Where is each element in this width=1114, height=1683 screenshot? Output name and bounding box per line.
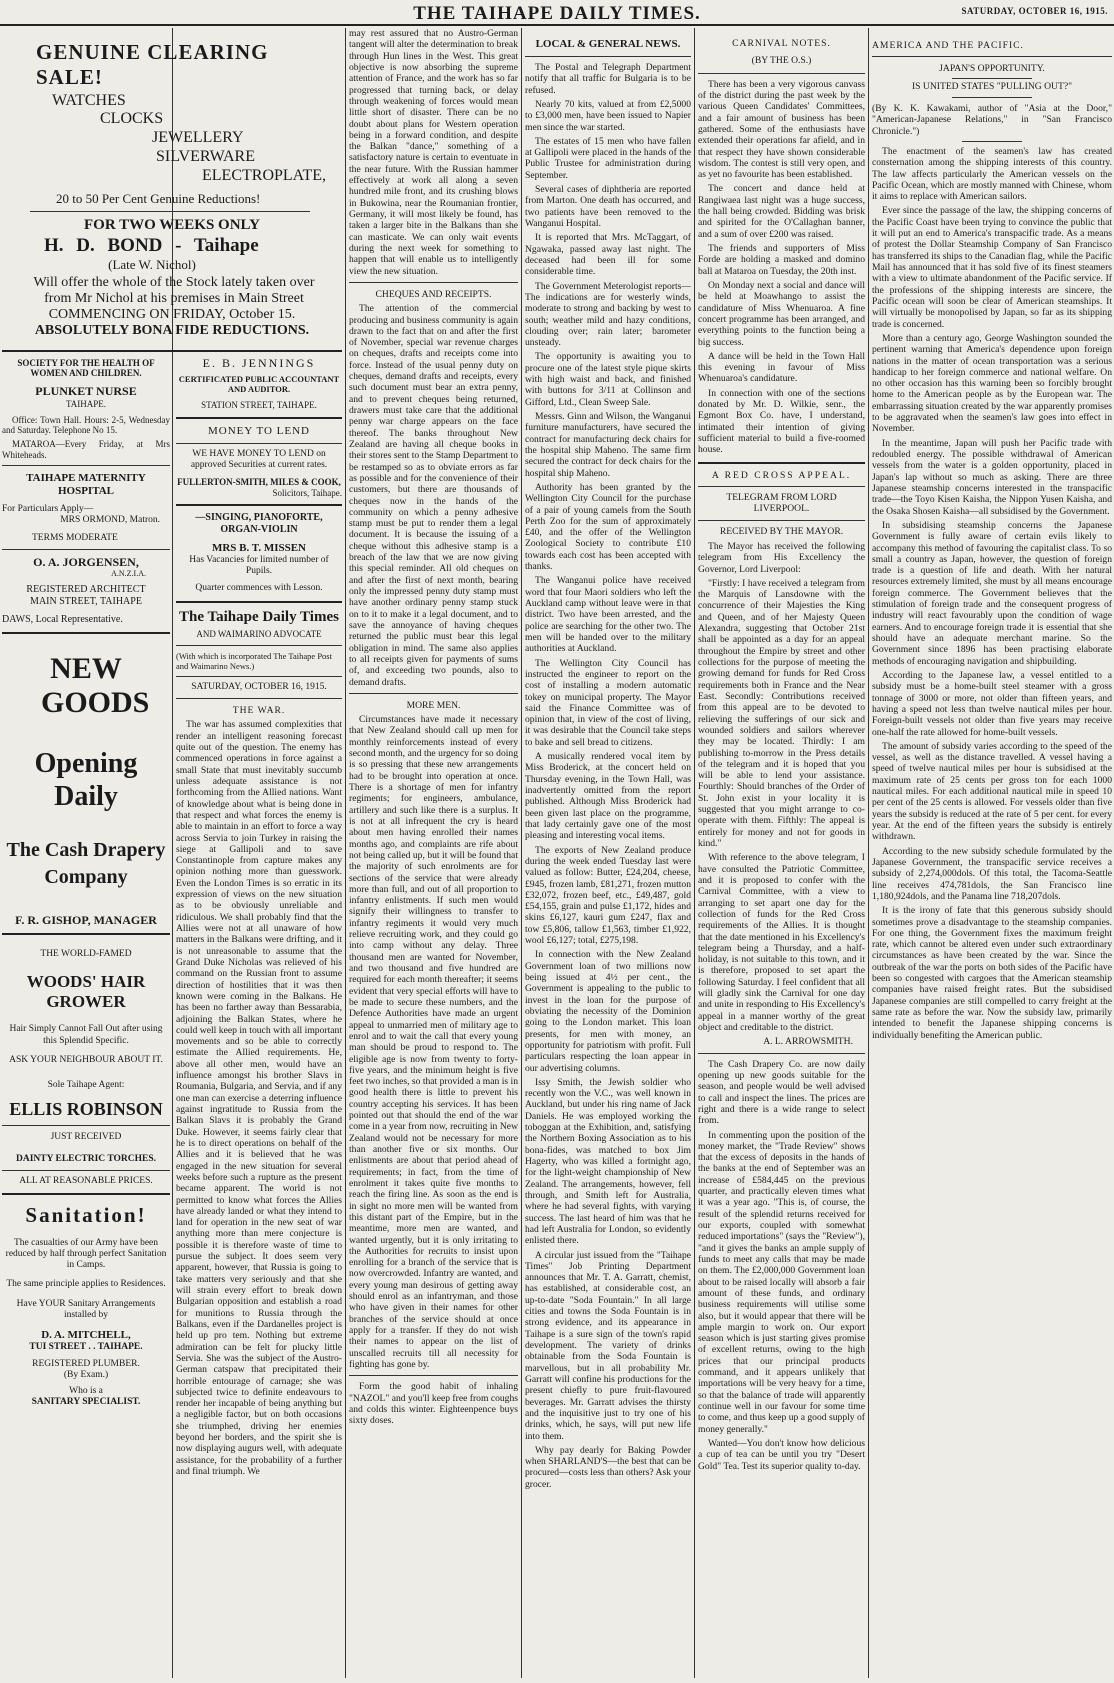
- bond-tag: ABSOLUTELY BONA FIDE REDUCTIONS.: [34, 323, 310, 339]
- new-goods-heading: NEW GOODS: [41, 651, 150, 720]
- woods-title: WOODS' HAIR GROWER: [26, 972, 146, 1012]
- woods-line1: Hair Simply Cannot Fall Out after using this Splendid Specific.: [9, 1024, 163, 1046]
- sanitation-line3: Have YOUR Sanitary Arrangements installed by: [16, 1298, 156, 1320]
- maternity-apply: For Particulars Apply—: [2, 504, 94, 515]
- divider: [525, 56, 691, 57]
- plunket-advertisement: [2, 358, 170, 460]
- sanitation-advertisement: [2, 1203, 170, 1408]
- news-paragraph: Wanted—You don't know how delicious a cup of tea can be until you try "Desert Gold" Tea. Test its superior quality to-day.: [698, 1437, 865, 1472]
- missen-quarter: Quarter commences with Lesson.: [195, 583, 323, 594]
- news-paragraph: In connection with the New Zealand Government loan of two millions now being issued at 4½ per cent., the Government is appealing to the public to invest in the loan for the purpose of obviating the necessity of the Dominion going to the London market. This loan presents, for men with money, an opportunity for patriotism with profit. Full particulars respecting the loan appear in our advertising columns.: [525, 949, 691, 1074]
- more-men-heading: MORE MEN.: [406, 699, 461, 711]
- sanitation-title: Sanitation!: [25, 1203, 147, 1227]
- woods-received: JUST RECEIVED: [50, 1132, 122, 1143]
- bond-item: SILVERWARE: [156, 148, 255, 166]
- jorgensen-role: REGISTERED ARCHITECT: [26, 584, 146, 596]
- red-cross-subheading: TELEGRAM FROM LORD LIVERPOOL.: [726, 491, 837, 515]
- maternity-terms: TERMS MODERATE: [32, 532, 118, 543]
- column-5: [698, 28, 865, 1678]
- missen-name: MRS B. T. MISSEN: [211, 541, 307, 554]
- plunket-place: TAIHAPE.: [65, 399, 107, 410]
- bond-item: CLOCKS: [100, 110, 164, 128]
- maternity-matron: MRS ORMOND, Matron.: [60, 515, 160, 526]
- red-cross-signature: A. L. ARROWSMITH.: [763, 1036, 853, 1048]
- opening-daily-heading: Opening Daily: [34, 747, 138, 812]
- nazol-notice: Form the good habit of inhaling "NAZOL" and you'll keep free from coughs and colds this winter. Eighteenpence buys sixty doses.: [349, 1381, 518, 1427]
- japan-paragraph: In the meantime, Japan will push her Pacific trade with redoubled energy. The possible withdrawal of American vessels from the water is a golden opportunity, placed in Japan's lap without so much as asking. There are three Japanese steamship concerns interested in the transpacific trade—the Toyo Kisen Kaisha, the Nippon Yusen Kaisha, and the Osaka Shosen Kaisha—all subsidised by the Government.: [872, 437, 1112, 517]
- missen-title: —SINGING, PIANOFORTE, ORGAN-VIOLIN: [195, 512, 323, 536]
- carnival-paragraph: There has been a very vigorous canvass of the district during the past week by the various Queen Candidates' Committees, and a fair amount of business has been gathered. Some of the enthusiasts have extended their operations far afield, and in that respect they have shown considerable wisdom. The contest is still very open, and as yet no favourite has been established.: [698, 78, 865, 181]
- woods-prices: ALL AT REASONABLE PRICES.: [19, 1175, 153, 1186]
- cheques-paragraph: The attention of the commercial producing and business community is again drawn to the fact that on and after the first of November, special war revenue charges on cheques, drafts and receipts come into force. Instead of the usual penny duty on cheques, demand drafts and receipts, every such document must bear an extra penny, and to prevent cheques being returned, drawers must take care that the additional penny war charge appears on the face thereof. The banks throughout New Zealand are having all cheque books in their stores sent to the Stamp Department to be restamped so as to obviate errors as far as possible and for the convenience of their customers, but there are thousands of cheques now in the hands of the community on which a penny adhesive stamp must be put to render them a legal document. It is because the issuing of a cheque without this adhesive stamp is a breach of the law that we are now giving this special reminder. All old cheques on and after the first of next month, bearing only the impressed penny duty stamp must have another ordinary penny stamp stuck on to it to make it a legal document, and to save the annoyance of having cheques returned the public must bear this legal obligation in mind. The same also applies to all receipts given for payments of sums of, and exceeding two pounds, also to demand drafts.: [349, 303, 518, 688]
- column-rule: [521, 28, 522, 1678]
- japan-paragraph: The enactment of the seamen's law has created consternation among the shipping interests of this country. The law affects particularly the American vessels on the Pacific Ocean, which are mostly manned with Chinese, whom it aims to replace with American sailors.: [872, 145, 1112, 203]
- divider: [176, 443, 342, 444]
- plunket-hours: Office: Town Hall. Hours: 2-5, Wednesday and Saturday. Telephone No 15.: [2, 414, 170, 436]
- jorgensen-rep: DAWS, Local Representative.: [2, 614, 123, 626]
- bond-duration: FOR TWO WEEKS ONLY: [83, 217, 261, 234]
- war-paragraph: The war has assumed complexities that render an intelligent reasoning forecast quite out of the question. The enemy has commenced operations in force against a small State that must inevitably succumb unless adequate assistance is not forthcoming from the Allied nations. Want of knowledge about what is being done in that respect and what forces the enemy is able to maintain in an effort to force a way across Servia to join Turkey in raising the siege at Gallipoli and to save Constantinople from capture makes any opinion nothing more than guesswork. Even the London Times is so erratic in its expression of views on the new situation as to be obviously unreliable and ridiculous. We shall probably find that the Allies were not at all unaware of how matters in the Balkans were drifting, and it is not unreasonable to assume that the Grand Duke Nicholas was relieved of his command on the Russian front to assume direction of hostilities that it was then known were coming in the Balkans. He has been no farther away than Bessarabia, adjoining the Balkan States, where he could well keep in touch with all important movements and so be able to correctly estimate the Allied requirements. He, above all other men, would have an influence amongst his brother Slavs in Roumania, Bulgaria, and Servia, and if any one man can exercise a deterring influence against ingratitude to Russia from the Balkan Slavs it is probably the Grand Duke. However, it seems fairly clear that he is to direct operations on behalf of the Allies and it is believed that he was engaged in the new situation for several weeks before such a rupture as the present became apparent. The world is not permitted to know what forces the Allies have already landed or what they intend to land for operation in the new seat of war anything more than mere conjecture is possible it is therefore waste of time to pursue the subject. It does seem very apparent, however, that Russia is going to take matters very seriously and that she will strain every effort to break down Bulgarian opposition and establish a road for munitions to Russia through the Balkans, even if the Dardanelles project is held up pro tem. Nothing but extreme admiration can be felt for plucky little Servia. She was the subject of the Austro-German catspaw that precipitated their horrible entourage of carnage; she was subjected twice to definite endeavours to render her incapable of being anything but a negligible factor, but on both occasions she triumphed, driving her enemies beyond her borders, and the spirit she is now displaying augurs well, with adequate assistance, for the probability of a further and final triumph. We: [176, 719, 342, 1478]
- woods-torches: DAINTY ELECTRIC TORCHES.: [16, 1153, 156, 1164]
- missen-advertisement: [176, 512, 342, 594]
- plunket-society: SOCIETY FOR THE HEALTH OF WOMEN AND CHILDREN.: [17, 357, 155, 379]
- paper-sub: AND WAIMARINO ADVOCATE: [196, 629, 322, 640]
- japan-paragraph: According to the new subsidy schedule formulated by the Japanese Government, the transpacific service receives a subsidy of 2,274,000dols. Of this total, the Tacoma-Seattle line receives 474,781dols, the San Francisco line 1,180,924dols, and the Panama line 718,207dols.: [872, 845, 1112, 902]
- bond-advertisement: [2, 28, 342, 344]
- divider: [872, 56, 1112, 57]
- japan-opportunity-heading: JAPAN'S OPPORTUNITY.: [939, 63, 1045, 75]
- news-paragraph: The Wellington City Council has instructed the engineer to report on the cost of installing a modern automatic tokey on municipal property. The Mayor said the Finance Committee was of opinion that, in view of the cost of living, it was desirable that the Council take steps to bake and sell bread to citizens.: [525, 657, 691, 748]
- jorgensen-name: O. A. JORGENSEN,: [33, 554, 139, 569]
- divider: [176, 417, 342, 419]
- more-men-paragraph: Circumstances have made it necessary that New Zealand should call up men for monthly reinforcements instead of every second month, and the urgency for so doing is so pressing that these new arrangements had to be brought into operation at once. There is a shortage of men for infantry regiments; for engineers, ambulance, artillery and such like there is a surplus. It is not at all infrequent the cry is heard about men having enrolled their names months ago, and complaints are rife about not being called up, but it will be found that the majority of such enrolments are for sections of the service that were already more than full, and out of all proportion to infantry enlistments. If such men would signify their willingness to transfer to infantry regiments it would very much relieve recruiting work, and they could go into camp without any delay. Three thousand men are wanted for November, and two thousand and five hundred are required for each month thereafter; it seems evident that very special efforts will have to be made to secure these numbers, and the Defence Authorities have made an urgent appeal to unmarried men of military age to enrol and to wait the call that every young man should be proud to respond to. The eligible age is now from twenty to forty-five years, and the minimum height is five feet two inches, so that provided a man is in good health there is little to prevent his country accepting his services. It has been pointed out that should the end of the war come in a year from now, recruiting in New Zealand would not be necessary for more than another five or six months. Our enlistments are about that period ahead of requirements; in fact, from the time of enrolment it takes quite five months to reach the firing line. As soon as the end is in sight no more men will be wanted from this distant part of the Empire, but in the meantime, more men are wanted, and wanted urgently, but it is only irritating to the Authorities for recruits to insist upon enrolling for a branch of the service that is now overcrowded. Infantry are wanted, and every young man desirous of getting away should enrol as an infantryman, and those who have given in their names for other branches of the service should at once apply for a transfer. If they do not wish their names to appear on the list of unscalled recruits till all necessity for fighting has gone by.: [349, 714, 518, 1370]
- column-rule: [345, 28, 346, 1678]
- divider: [2, 1170, 170, 1171]
- bond-headline: GENUINE CLEARING SALE!: [36, 40, 269, 89]
- bond-start: COMMENCING ON FRIDAY, October 15.: [48, 306, 296, 322]
- divider: [349, 1375, 518, 1376]
- article-byline: (By K. K. Kawakami, author of "Asia at the Door," "American-Japanese Relations," in "San Francisco Chronicle."): [872, 102, 1112, 137]
- sanitation-who: Who is a: [69, 1385, 103, 1396]
- america-pacific-heading: AMERICA AND THE PACIFIC.: [872, 40, 1024, 51]
- divider: [962, 141, 1022, 142]
- money-firm: FULLERTON-SMITH, MILES & COOK,: [177, 477, 341, 488]
- jennings-role: CERTIFICATED PUBLIC ACCOUNTANT AND AUDITOR.: [178, 374, 340, 395]
- carnival-byline: (BY THE O.S.): [751, 55, 812, 67]
- bond-item: JEWELLERY: [152, 129, 244, 147]
- money-advertisement: [176, 425, 342, 499]
- money-solicitors: Solicitors, Taihape.: [272, 487, 342, 498]
- column-4: [525, 28, 691, 1678]
- woods-agent: Sole Taihape Agent:: [47, 1079, 125, 1090]
- missen-body: Has Vacancies for limited number of Pupils.: [189, 554, 329, 577]
- war-heading: THE WAR.: [232, 705, 286, 717]
- news-paragraph: The opportunity is awaiting you to procure one of the latest style pique skirts with high waist and back, and finished with buttons for 3/11 at Collinson and Gifford, Ltd., Clean Sweep Sale.: [525, 351, 691, 408]
- news-paragraph: A circular just issued from the "Taihape Times" Job Printing Department announces that Mr. T. A. Garratt, chemist, has established, at considerable cost, an up-to-date "Soda Fountain." In all large cities and towns the Soda Fountain is in strong evidence, and its appearance in Taihape is a sure sign of the town's rapid development. The variety of drinks obtainable from the Soda Fountain is marvellous, but in all probability Mr. Garratt will confine his productions for the present chiefly to pure fruit-flavoured beverages. Mr. Garratt advises the thirsty and the inquisitive just to try one of his drinks, which, he says, will put new life into them.: [525, 1249, 691, 1442]
- divider: [30, 211, 310, 212]
- money-body: WE HAVE MONEY TO LEND on approved Securities at current rates.: [190, 448, 328, 470]
- news-paragraph: It is reported that Mrs. McTaggart, of Ngawaka, passed away last night. The deceased had been ill for some considerable time.: [525, 232, 691, 278]
- divider: [2, 632, 170, 634]
- divider: [2, 350, 342, 352]
- divider: [2, 549, 170, 550]
- jennings-advertisement: [176, 356, 342, 411]
- divider: [349, 282, 518, 283]
- divider: [176, 676, 342, 677]
- bond-name: H. D. BOND - Taihape: [44, 234, 259, 256]
- divider: [952, 97, 1032, 98]
- carnival-paragraph: The concert and dance held at Rangiwaea last night was a huge success, the hall being crowded. Bidding was brisk and spirited for the O'Callaghan banner, and a sum of over £200 was raised.: [698, 183, 865, 240]
- japan-paragraph: According to the Japanese law, a vessel entitled to a subsidy must be a home-built steel steamer with a gross tonnage of 3000 or more, not older than fifteen years, and having a speed not less than twelve nautical miles per hour. Foreign-built vessels not older than five years may receive one-half the rate allowed for home-built vessels.: [872, 669, 1112, 738]
- japan-paragraph: The amount of subsidy varies according to the speed of the vessel, as well as the distance travelled. A vessel having a speed of twelve nautical miles per hour is subsidised at the maximum rate of 25 cents per gross ton for each 1000 nautical miles. For each additional nautical mile in speed 10 per cent of the 25 cents is allowed. For vessels older than five years the subsidy is reduced at the rate of 5 per cent. for every year. At the end of the fifteen years the subsidy is entirely withdrawn.: [872, 740, 1112, 843]
- divider: [349, 693, 518, 694]
- carnival-paragraph: On Monday next a social and dance will be held at Moawhango to assist the candidature of Miss Whenuaroa. A fine concert programme has been arranged, and everything points to the function being a big success.: [698, 279, 865, 348]
- news-paragraph: The Wanganui police have received word that four Maori soldiers who left the Auckland camp without leave were in that district. Two have been arrested, and the police are searching for the other two. The men will be handed over to the military authorities at Auckland.: [525, 575, 691, 655]
- masthead: [0, 0, 1114, 26]
- news-paragraph: The Government Meterologist reports—The indications are for westerly winds, moderate to strong and backing by west to south; weather mild and hazy conditions, clouding over; rain later; barometer unsteady.: [525, 280, 691, 349]
- carnival-paragraph: In connection with one of the sections donated by Mr. D. Wilkie, senr., the Egmont Box Co. have, I understand, intimated their intention of giving sufficient material to build a five-roomed house.: [698, 387, 865, 456]
- plunket-title: PLUNKET NURSE: [35, 384, 137, 399]
- divider: [2, 465, 170, 466]
- divider: [176, 601, 342, 603]
- plunket-mataroa: MATAROA—Every Friday, at Mrs Whiteheads.: [2, 439, 170, 460]
- woods-advertisement: [2, 949, 170, 1187]
- maternity-title: TAIHAPE MATERNITY HOSPITAL: [26, 472, 146, 498]
- news-paragraph: Several cases of diphtheria are reported from Marton. One death has occurred, and two patients have been removed to the Wanganui Hospital.: [525, 184, 691, 230]
- red-cross-paragraph: The Mayor has received the following telegram from His Excellency the Governor, Lord Liverpool:: [698, 540, 865, 575]
- column-rule: [868, 28, 869, 1678]
- money-title: MONEY TO LEND: [207, 424, 310, 437]
- jennings-address: STATION STREET, TAIHAPE.: [201, 400, 317, 411]
- divider: [698, 486, 865, 487]
- cash-drapery-manager: F. R. GISHOP, MANAGER: [15, 912, 157, 927]
- bond-discount: 20 to 50 Per Cent Genuine Reductions!: [56, 190, 261, 206]
- paper-name: The Taihape Daily Times: [179, 608, 339, 625]
- carnival-heading: CARNIVAL NOTES.: [732, 38, 831, 49]
- maternity-advertisement: [2, 472, 170, 544]
- news-paragraph: The exports of New Zealand produce during the week ended Tuesday last were valued as follow: Butter, £24,204, cheese, £945, frozen lamb, £81,271, frozen mutton £32,072, frozen beef, etc., £49,487, gold £54,155, grain and pulse £1,172, hides and skins £6,127, kauri gum £247, flax and tow £5,806, tallow £1,563, timber £1,922, wool £6,127; total, £275,198.: [525, 844, 691, 947]
- newspaper-title: THE TAIHAPE DAILY TIMES.: [413, 3, 701, 24]
- news-paragraph: The estates of 15 men who have fallen at Gallipoli were placed in the hands of the Public Trustee for administration during September.: [525, 135, 691, 181]
- jennings-name: E. B. JENNINGS: [202, 356, 316, 370]
- bond-offer: Will offer the whole of the Stock lately taken over from Mr Nichol at his premises in Main Street: [33, 274, 315, 306]
- divider: [952, 78, 1032, 79]
- sanitation-specialist: SANITARY SPECIALIST.: [31, 1396, 141, 1407]
- divider: [2, 1125, 170, 1126]
- jorgensen-address: MAIN STREET, TAIHAPE: [30, 596, 142, 608]
- local-news-heading: LOCAL & GENERAL NEWS.: [535, 38, 681, 50]
- column-6: [872, 40, 1112, 1678]
- war-continued-paragraph: may rest assured that no Austro-German tangent will alter the determination to break through Hun lines in the West. This great objective is now absorbing the supreme attention of France, and the work has so far progressed that turning back, or delay through weakening of forces would mean little short of disaster. There can be no doubt about plans for Western operation being in a forward condition, and despite the Balkan "dance," something of a satisfactory nature is certain to eventuate in the near future. With the Russian hammer effectively at work all along a seven hundred mile front, and its crushing blows in Bukowina, near the Roumanian frontier, Germany, it will most likely be found, has taken a larger bite in the Balkans than she can masticate. We can only wait events during the next week for something to happen that will enable us to intelligently view the new situation.: [349, 28, 518, 277]
- japan-paragraph: Ever since the passage of the law, the shipping concerns of the Pacific Coast have been trying to convince the public that it will put an end to America's transpacific trade. As a means of protest the Dollar Steamship Company of San Francisco has transferred its ships to the Canadian flag, while the Pacific Mail has announced that it has sold five of its finest steamers with a view to ultimate abandonment of the Pacific service. If the professions of the shipping interests are sincere, the Pacific ocean will soon be clear of American steamships. It will virtually be monopolised by Japan, so far as its shipping trade is concerned.: [872, 205, 1112, 330]
- cash-drapery-company: The Cash Drapery Company: [6, 838, 166, 888]
- woods-agent-name: ELLIS ROBINSON: [9, 1099, 163, 1120]
- news-paragraph: Nearly 70 kits, valued at from £2,5000 to £3,000 men, have been issued to Napier men since the war started.: [525, 98, 691, 133]
- sanitation-exam: (By Exam.): [63, 1370, 109, 1381]
- issue-date: SATURDAY, OCTOBER 16, 1915.: [961, 6, 1108, 16]
- divider: [698, 73, 865, 74]
- cheques-heading: CHEQUES AND RECEIPTS.: [375, 288, 492, 300]
- sanitation-line1: The casualties of our Army have been reduced by half through perfect Sanitation in Camps.: [5, 1237, 167, 1271]
- divider: [698, 462, 865, 464]
- column-3: [349, 28, 518, 1678]
- news-paragraph: Authority has been granted by the Wellington City Council for the purchase of a pair of young camels from the South Perth Zoo for the sum of approximately £40, and the offer of the Wellington Zoological Society to contribute £10 towards each cost has been accepted with thanks.: [525, 481, 691, 573]
- carnival-paragraph: The friends and supporters of Miss Forde are holding a masked and domino ball at Mataroa on Tuesday, the 20th inst.: [698, 243, 865, 277]
- divider: [2, 933, 170, 935]
- sanitation-plumber: REGISTERED PLUMBER.: [32, 1359, 140, 1370]
- bond-item: ELECTROPLATE,: [202, 167, 326, 185]
- carnival-paragraph: A dance will be held in the Town Hall this evening in favour of Miss Whenuaroa's candidature.: [698, 350, 865, 385]
- sanitation-line2: The same principle applies to Residences.: [6, 1279, 166, 1290]
- red-cross-byline: RECEIVED BY THE MAYOR.: [719, 525, 844, 537]
- column-2: [176, 356, 342, 1678]
- japan-paragraph: In subsidising steamship concerns the Japanese Government is fully aware of certain evils likely to accompany this method of favouring the capitalist class. To so small a country as Japan, however, the question of foreign trade is a question of life and death. With her natural resources extremely limited, she must by all means encourage foreign commerce. The Government believes that the stimulation of foreign trade and the consequent progress of industry will react favourably upon the condition of wage earners. And to encourage foreign trade it is essential that she should have an adequate merchant marine. So the Government since 1896 has been practising elaborate methods of encouraging navigation and shipbuilding.: [872, 519, 1112, 667]
- bond-late: (Late W. Nichol): [108, 257, 196, 273]
- news-paragraph: The Cash Drapery Co. are now daily opening up new goods suitable for the season, and people would be well advised to call and inspect the lines. The prices are right and there is a wide range to select from.: [698, 1058, 865, 1127]
- column-rule: [694, 28, 695, 1678]
- news-paragraph: Why pay dearly for Baking Powder when SHARLAND'S—the best that can be procured—costs less than others? Ask your grocer.: [525, 1444, 691, 1490]
- news-paragraph: Messrs. Ginn and Wilson, the Wanganui furniture manufacturers, have secured the contract for manufacturing deck chairs for the hospital ship Maheno. The same firm secured the contract for deck chairs for the hospital ship Maheno.: [525, 411, 691, 479]
- news-paragraph: Issy Smith, the Jewish soldier who recently won the V.C., was well known in Auckland, but under his ring name of Jack Daniels. He was employed working the toboggan at the Exhibition, and, satisfying the Northern Boxing Association as to his bona-fides, was matched to box Jim Hagerty, who was killed a fortnight ago, for the light-weight championship of New Zealand. The arrangements, however, fell through, and Smith left for Australia, where he had several fights, with varying success. The last heard of him was that he had left Australia for London, so evidently enlisted there.: [525, 1076, 691, 1247]
- red-cross-paragraph: "Firstly: I have received a telegram from the Marquis of Lansdowne with the concurrence of their Majesties the King and Queen, and of her Majesty Queen Alexandra, suggesting that October 21st shall be appointed as a day for an appeal throughout the Empire by street and other collections for the purpose of meeting the growing demand for funds for Red Cross requirements both in France and the Near East. Secondly: Contributions received from this appeal are to be devoted to relieving the sufferings of our sick and wounded soldiers and sailors wherever they may be located. Thirdly: I am publishing to-morrow in the Press details of the telegram and it is hoped that you will be able to lend your assistance. Fourthly: Should branches of the Order of St. John exist in your locality it is suggested that you might arrange to co-operate with them. Fifthly: The appeal is entirely for money and not for goods in kind.": [698, 577, 865, 849]
- woods-line2: ASK YOUR NEIGHBOUR ABOUT IT.: [9, 1054, 163, 1065]
- woods-worldfamed: THE WORLD-FAMED: [40, 949, 132, 960]
- news-paragraph: The Postal and Telegraph Department notify that all traffic for Bulgaria is to be refused.: [525, 61, 691, 96]
- jorgensen-advertisement: [2, 555, 170, 626]
- cash-drapery-advertisement: [2, 652, 170, 927]
- divider: [698, 520, 865, 521]
- divider: [2, 1193, 170, 1195]
- red-cross-heading: A RED CROSS APPEAL.: [711, 469, 852, 481]
- paper-nameplate: [176, 609, 342, 700]
- divider: [698, 1053, 865, 1054]
- divider: [176, 645, 342, 646]
- japan-paragraph: It is the irony of fate that this generous subsidy should sometimes prove a disadvantage to the steamship companies. For one thing, the Government fixes the maximum freight rate, which cannot be altered even under such extraordinary circumstances as have been created by the war. Since the outbreak of the war the ports on both sides of the Pacific have been so congested with cargoes that the American steamship companies have raised freight rates. But the subsidised Japanese companies are still compelled to carry freight at the same rate as before the war. Now the subsidy law, primarily intended to benefit the Japanese shipping concerns is individually benefiting the American public.: [872, 905, 1112, 1041]
- sanitation-address: TUI STREET . . TAIHAPE.: [29, 1341, 143, 1352]
- divider: [176, 504, 342, 506]
- jorgensen-quals: A.N.Z.I.A.: [111, 569, 146, 578]
- sanitation-name: D. A. MITCHELL,: [41, 1328, 131, 1341]
- divider: [176, 698, 342, 699]
- japan-opportunity-subheading: IS UNITED STATES "PULLING OUT?": [911, 80, 1072, 92]
- paper-note: (With which is incorporated The Taihape Post and Waimarino News.): [176, 650, 332, 671]
- news-paragraph: In commenting upon the position of the money market, the "Trade Review" shows that the excess of deposits in the hands of the banks at the end of September was an increase of £584,445 on the previous quarter, and practically eleven times what it was a year ago. "This is, of course, the result of the splendid returns received for our exports, coupled with somewhat reduced importations" (says the "Review"), "and it gives the banks an ample supply of funds to meet any calls that may be made on them. The £2,000,000 Government loan about to be raised locally will absorb a fair amount of these funds, and ordinary business requirements will utilise some also, but it would appear that there will be ample margin to work on. Our export season which is just starting gives promise of excellent returns, owing to the high prices that our principal products command, and it appears unlikely that importations will be very heavy for a time, so that the balance of trade will apparently continue well in our favour for some time to come, and thus keep up a good supply of money generally.": [698, 1129, 865, 1435]
- bond-item: WATCHES: [52, 91, 126, 109]
- paper-date: SATURDAY, OCTOBER 16, 1915.: [191, 681, 327, 692]
- news-paragraph: A musically rendered vocal item by Miss Broderick, at the concert held on Thursday evening, in the Town Hall, was inadvertently omitted from the report published. Although Miss Broderick had been given last place on the programme, that lady certainly gave one of the most pleasing and interesting vocal items.: [525, 751, 691, 842]
- japan-paragraph: More than a century ago, George Washington sounded the pertinent warning that America's dependence upon foreign nations in the matter of ocean transportation was a serious handicap to her foreign commerce and national welfare. On no other occasion has this warning been so forcibly brought home to the American people as by the European war. The embarrassing situation created by the war apparently promises to be aggravated when the seamen's law goes into effect in November.: [872, 332, 1112, 435]
- red-cross-paragraph: With reference to the above telegram, I have consulted the Patriotic Committee, and it is proposed to confer with the Carnival Committee, with a view to arranging to set apart one day for the collection of funds for the Red Cross requirements of the Allies. It is thought that the date mentioned in his Excellency's telegram being a Thursday, and a half-holiday, is not suitable to this town, and it is therefore, proposed to set apart the following Saturday. I feel confident that all will gladly sink the Carnival for one day and unite in responding to His Excellency's appeal in a manner worthy of the great object and creditable to the district.: [698, 852, 865, 1033]
